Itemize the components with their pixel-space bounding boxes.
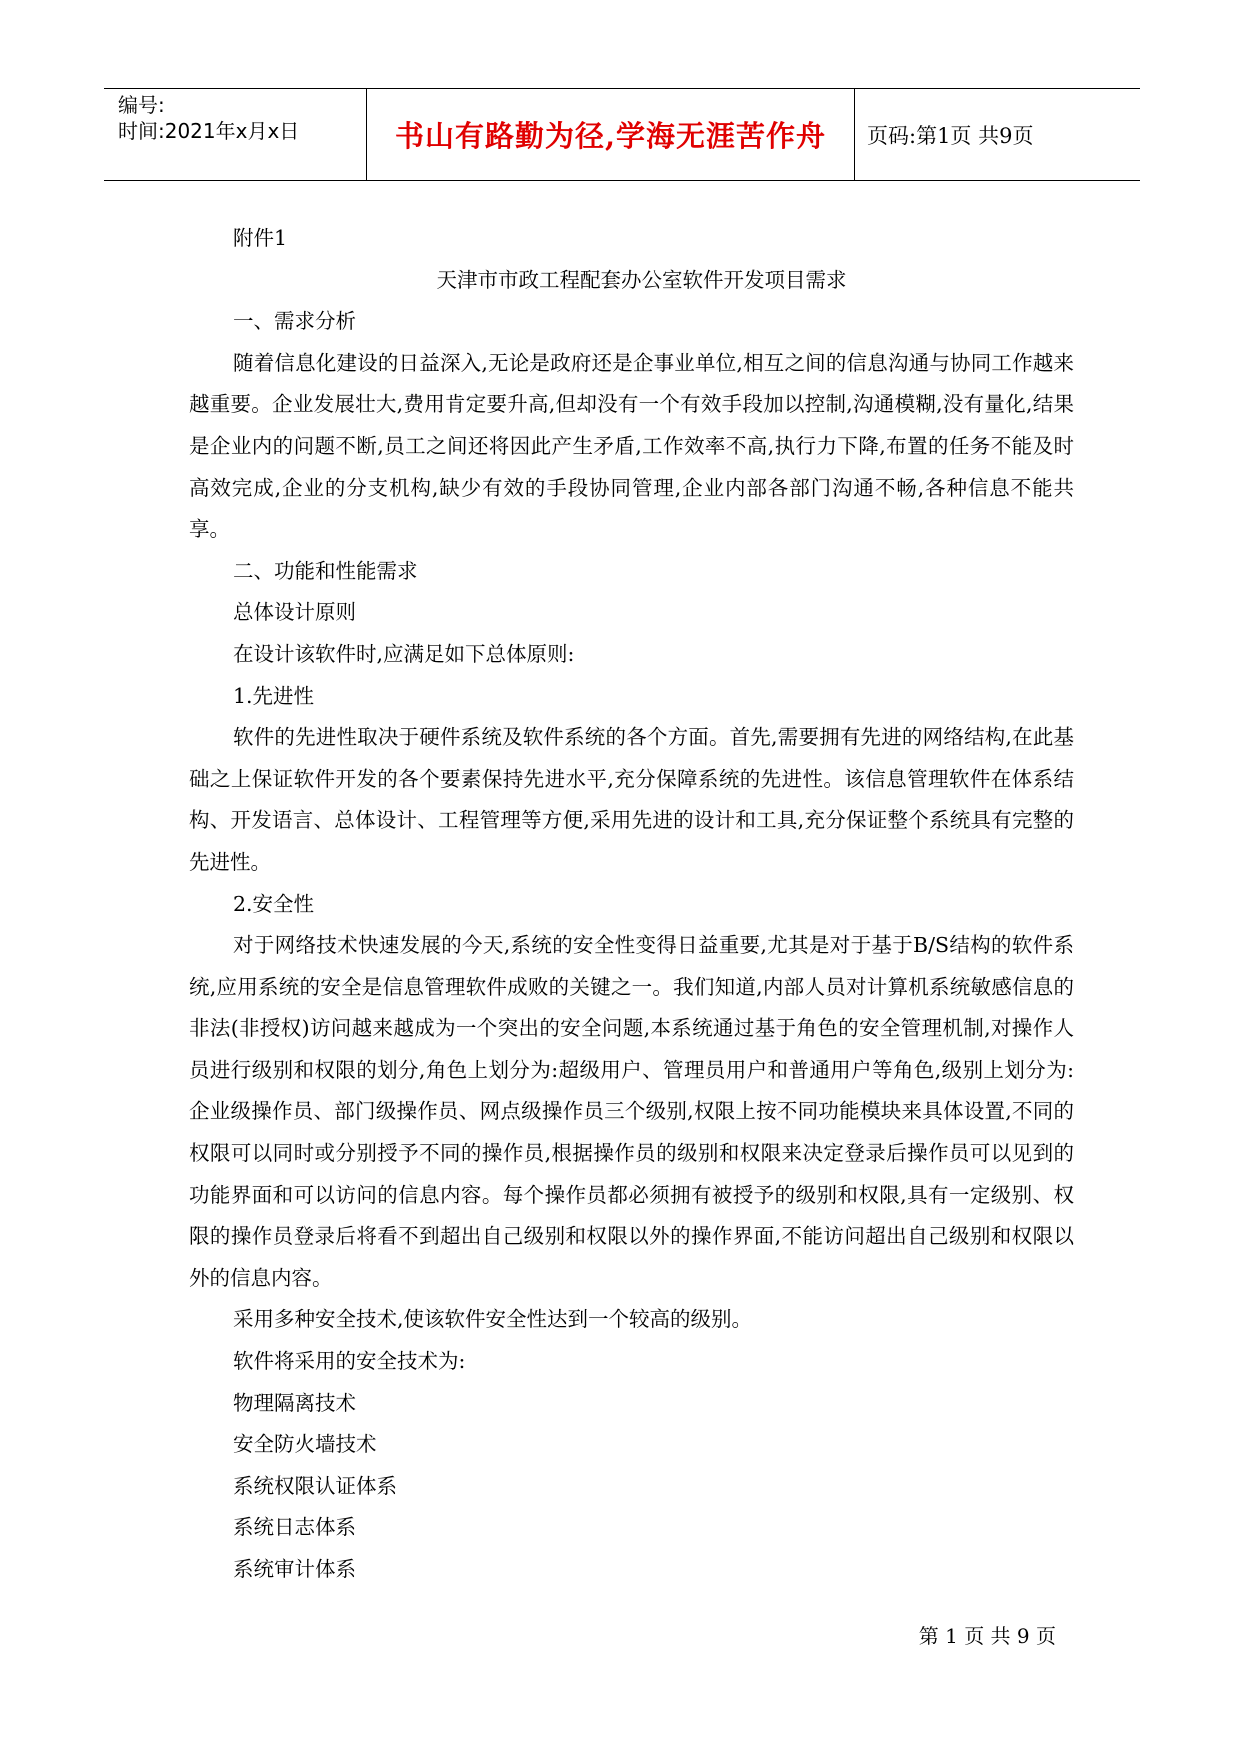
design-principles-heading: 总体设计原则 bbox=[233, 600, 356, 625]
item1-heading: 1.先进性 bbox=[233, 683, 315, 708]
page-footer: 第 1 页 共 9 页 bbox=[918, 1624, 1056, 1648]
header-page-cell bbox=[855, 89, 1140, 180]
section1-heading: 一、需求分析 bbox=[233, 309, 356, 334]
document-body bbox=[189, 218, 1074, 1591]
item1-paragraph: 软件的先进性取决于硬件系统及软件系统的各个方面。首先,需要拥有先进的网络结构,在此基础之上保证软件开发的各个要素保持先进水平,充分保障系统的先进性。该信息管理软件在体系结构、开发语言、总体设计、工程管理等方便,采用先进的设计和工具,充分保证整个系统具有完整的先进性。 bbox=[189, 725, 1074, 874]
security-paragraph: 采用多种安全技术,使该软件安全性达到一个较高的级别。 bbox=[233, 1307, 753, 1332]
header-meta-cell bbox=[104, 89, 366, 180]
section2-heading: 二、功能和性能需求 bbox=[233, 558, 418, 583]
header-motto-cell bbox=[366, 89, 855, 180]
header-page-info: 页码:第1页 共9页 bbox=[867, 123, 1034, 148]
security-tech-item: 系统审计体系 bbox=[233, 1557, 356, 1581]
number-label: 编号: bbox=[118, 93, 165, 117]
header-motto: 书山有路勤为径,学海无涯苦作舟 bbox=[394, 119, 827, 153]
document-header bbox=[104, 88, 1140, 181]
item2-paragraph: 对于网络技术快速发展的今天,系统的安全性变得日益重要,尤其是对于基于B/S结构的软件系统,应用系统的安全是信息管理软件成败的关键之一。我们知道,内部人员对计算机系统敏感信息的非法(非授权)访问越来越成为一个突出的安全问题,本系统通过基于角色的安全管理机制,对操作人员进行级别和权限的划分,角色上划分为:超级用户、管理员用户和普通用户等角色,级别上划分为:企业级操作员、部门级操作员、网点级操作员三个级别,权限上按不同功能模块来具体设置,不同的权限可以同时或分别授予不同的操作员,根据操作员的级别和权限来决定登录后操作员可以见到的功能界面和可以访问的信息内容。每个操作员都必须拥有被授予的级别和权限,具有一定级别、权限的操作员登录后将看不到超出自己级别和权限以外的操作界面,不能访问超出自己级别和权限以外的信息内容。 bbox=[189, 933, 1074, 1290]
security-tech-item: 安全防火墙技术 bbox=[233, 1432, 377, 1457]
attachment-label: 附件1 bbox=[233, 226, 288, 250]
time-label: 时间:2021年x月x日 bbox=[118, 119, 300, 143]
design-principles-intro: 在设计该软件时,应满足如下总体原则: bbox=[233, 641, 575, 666]
item2-heading: 2.安全性 bbox=[233, 891, 315, 916]
document-title: 天津市市政工程配套办公室软件开发项目需求 bbox=[436, 267, 847, 292]
security-tech-item: 系统日志体系 bbox=[233, 1515, 356, 1540]
security-tech-item: 物理隔离技术 bbox=[233, 1390, 356, 1415]
security-tech-intro: 软件将采用的安全技术为: bbox=[233, 1349, 466, 1374]
security-tech-item: 系统权限认证体系 bbox=[233, 1473, 397, 1498]
section1-paragraph: 随着信息化建设的日益深入,无论是政府还是企事业单位,相互之间的信息沟通与协同工作越来越重要。企业发展壮大,费用肯定要升高,但却没有一个有效手段加以控制,沟通模糊,没有量化,结果是企业内的问题不断,员工之间还将因此产生矛盾,工作效率不高,执行力下降,布置的任务不能及时高效完成,企业的分支机构,缺少有效的手段协同管理,企业内部各部门沟通不畅,各种信息不能共享。 bbox=[189, 350, 1074, 542]
